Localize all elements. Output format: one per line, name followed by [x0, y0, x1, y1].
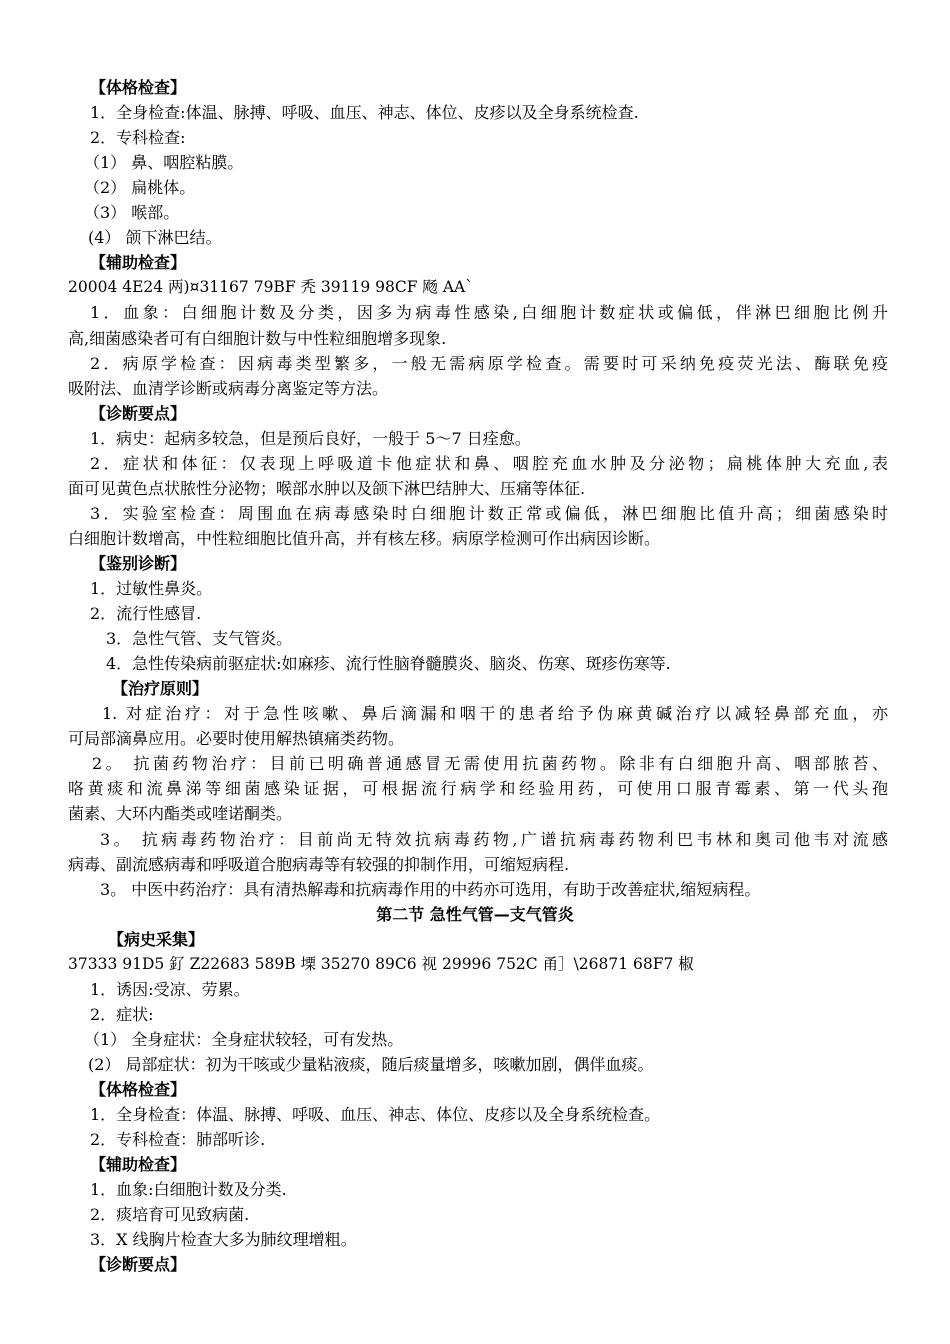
text-line: (4） 颌下淋巴结。 [88, 228, 222, 247]
text-line: 20004 4E24 两)¤31167 79BF 秃 39119 98CF 飏 AA` [68, 278, 473, 296]
text-line: 3。 中医中药治疗：具有清热解毒和抗病毒作用的中药亦可选用，有助于改善症状,缩短病程。 [100, 880, 761, 899]
text-line: （1） 鼻、咽腔粘膜。 [84, 153, 244, 172]
text-line: 病毒、副流感病毒和呼吸道合胞病毒等有较强的抑制作用，可缩短病程. [68, 855, 570, 874]
text-line: 1．诱因:受凉、劳累。 [90, 980, 250, 999]
text-line: 菌素、大环内酯类或喹诺酮类。 [68, 804, 293, 823]
text-line: 2．痰培育可见致病菌. [90, 1205, 250, 1224]
text-line: 2．专科检查: [90, 128, 186, 147]
section-heading: 【体格检查】 [90, 78, 187, 97]
text-line: 2．症状和体征：仅表现上呼吸道卡他症状和鼻、咽腔充血水肿及分泌物；扁桃体肿大充血,表 [90, 454, 888, 473]
text-line: 高,细菌感染者可有白细胞计数与中性粒细胞增多现象. [68, 329, 447, 348]
text-line: 37333 91D5 釕 Z22683 589B 塛 35270 89C6 视 29996 752C 甬］\26871 68F7 椒 [68, 955, 694, 973]
text-line: 1．过敏性鼻炎。 [90, 579, 213, 598]
text-line: 1．全身检查:体温、脉搏、呼吸、血压、神志、体位、皮疹以及全身系统检查. [90, 103, 639, 122]
text-line: 咯黄痰和流鼻涕等细菌感染证据，可根据流行病学和经验用药，可使用口服青霉素、第一代头孢 [68, 779, 888, 798]
text-line: 白细胞计数增高，中性粒细胞比值升高，并有核左移。病原学检测可作出病因诊断。 [68, 529, 661, 548]
text-line: (2） 局部症状：初为干咳或少量粘液痰，随后痰量增多，咳嗽加剧，偶伴血痰。 [88, 1055, 654, 1074]
text-line: 3。 抗病毒药物治疗：目前尚无特效抗病毒药物,广谱抗病毒药物利巴韦林和奥司他韦对流感 [100, 830, 888, 849]
text-line: 可局部滴鼻应用。必要时使用解热镇痛类药物。 [68, 729, 405, 748]
section-heading: 【治疗原则】 [112, 679, 209, 698]
text-line: 1．病史：起病多较急，但是预后良好，一般于 5～7 日痊愈。 [90, 429, 531, 448]
text-line: 1．血象：白细胞计数及分类，因多为病毒性感染,白细胞计数症状或偏低，伴淋巴细胞比例升 [90, 303, 888, 322]
text-line: 2．专科检查：肺部听诊. [90, 1130, 266, 1149]
text-line: （3） 喉部。 [84, 203, 180, 222]
text-line: 3．X 线胸片检查大多为肺纹理增粗。 [90, 1230, 357, 1249]
section-heading: 【体格检查】 [90, 1080, 187, 1099]
text-line: 吸附法、血清学诊断或病毒分离鉴定等方法。 [68, 379, 389, 398]
text-line: 2．病原学检查：因病毒类型繁多，一般无需病原学检查。需要时可采纳免疫荧光法、酶联免疫 [90, 354, 888, 373]
text-line: （2） 扁桃体。 [84, 178, 196, 197]
section-heading: 【辅助检查】 [90, 1155, 187, 1174]
text-line: 面可见黄色点状脓性分泌物；喉部水肿以及颌下淋巴结肿大、压痛等体征. [68, 479, 586, 498]
section-heading: 【病史采集】 [108, 930, 205, 949]
text-line: 3．实验室检查：周围血在病毒感染时白细胞计数正常或偏低，淋巴细胞比值升高；细菌感染时 [90, 504, 888, 523]
text-line: 1. 对症治疗：对于急性咳嗽、鼻后滴漏和咽干的患者给予伪麻黄碱治疗以减轻鼻部充血，亦 [102, 704, 888, 723]
text-line: 2．症状: [90, 1005, 154, 1024]
text-line: 1．全身检查：体温、脉搏、呼吸、血压、神志、体位、皮疹以及全身系统检查。 [90, 1105, 661, 1124]
text-line: 3．急性气管、支气管炎。 [106, 629, 293, 648]
chapter-title: 第二节 急性气管—支气管炎 [376, 905, 574, 924]
section-heading: 【鉴别诊断】 [90, 554, 187, 573]
section-heading: 【诊断要点】 [90, 1255, 187, 1274]
text-line: （1） 全身症状：全身症状较轻，可有发热。 [84, 1030, 404, 1049]
section-heading: 【诊断要点】 [90, 404, 187, 423]
text-line: 2．流行性感冒. [90, 604, 202, 623]
text-line: 1．血象:白细胞计数及分类. [90, 1180, 287, 1199]
text-line: 2。 抗菌药物治疗：目前已明确普通感冒无需使用抗菌药物。除非有白细胞升高、咽部脓苔、 [92, 754, 888, 773]
text-line: 4．急性传染病前驱症状:如麻疹、流行性脑脊髓膜炎、脑炎、伤寒、斑疹伤寒等. [106, 654, 671, 673]
section-heading: 【辅助检查】 [90, 253, 187, 272]
